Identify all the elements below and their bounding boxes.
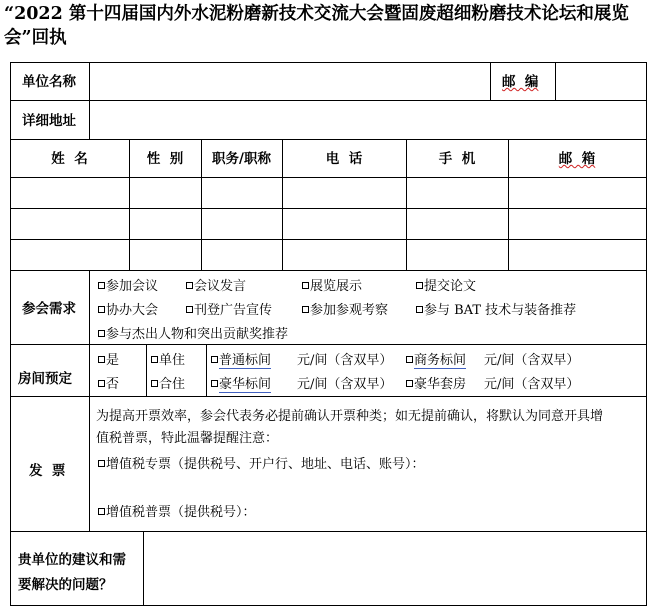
room-business-price: 元/间（含双早） (484, 353, 580, 368)
option-speak[interactable]: 会议发言 (186, 279, 246, 295)
table-border-left (10, 62, 11, 606)
row-divider (10, 239, 647, 240)
room-suite[interactable]: 豪华套房 (406, 377, 466, 393)
room-business[interactable]: 商务标间 (406, 353, 466, 369)
option-award-recommend[interactable]: 参与杰出人物和突出贡献奖推荐 (98, 327, 288, 343)
room-single[interactable]: 单住 (151, 353, 185, 369)
col-divider (206, 344, 207, 396)
title-line-2: 会”回执 (4, 28, 67, 48)
suggest-label-1: 贵单位的建议和需 (18, 552, 126, 568)
table-border-top (10, 62, 647, 63)
room-standard[interactable]: 普通标间 (211, 353, 271, 369)
header-mobile: 手 机 (438, 151, 476, 167)
checkbox-icon (211, 356, 218, 363)
checkbox-icon (151, 380, 158, 387)
checkbox-icon (302, 306, 309, 313)
table-border-right (646, 62, 647, 606)
row-divider (10, 531, 647, 532)
col-divider (146, 344, 147, 396)
invoice-note-1: 为提高开票效率，参会代表务必提前确认开票种类；如无提前确认，将默认为同意开具增 (96, 409, 604, 424)
row-divider (10, 396, 647, 397)
header-gender: 性 别 (146, 151, 184, 167)
checkbox-icon (302, 282, 309, 289)
option-site-visit[interactable]: 参加参观考察 (302, 303, 388, 319)
room-deluxe-price: 元/间（含双早） (297, 377, 393, 392)
postcode-field[interactable] (557, 64, 645, 98)
checkbox-icon (151, 356, 158, 363)
table-border-bottom (10, 605, 647, 606)
invoice-general[interactable]: 增值税普票（提供税号）： (98, 505, 256, 521)
row-divider (10, 270, 647, 271)
checkbox-icon (98, 282, 105, 289)
checkbox-icon (416, 282, 423, 289)
document-title (4, 2, 649, 50)
room-deluxe[interactable]: 豪华标间 (211, 377, 271, 393)
address-label: 详细地址 (22, 113, 76, 129)
header-phone: 电 话 (325, 151, 363, 167)
row-divider (10, 100, 647, 101)
option-advertise[interactable]: 刊登广告宣传 (186, 303, 272, 319)
checkbox-icon (98, 330, 105, 337)
row-divider (10, 177, 647, 178)
checkbox-icon (98, 380, 105, 387)
postcode-label: 邮 编 (502, 74, 539, 90)
room-standard-price: 元/间（含双早） (297, 353, 393, 368)
invoice-label: 发 票 (29, 463, 66, 479)
header-name: 姓 名 (51, 151, 88, 167)
checkbox-icon (98, 356, 105, 363)
checkbox-icon (406, 380, 413, 387)
unit-name-field[interactable] (91, 64, 489, 98)
option-bat-recommend[interactable]: 参与 BAT 技术与装备推荐 (416, 303, 576, 319)
room-label: 房间预定 (18, 371, 72, 387)
suggest-field[interactable] (145, 533, 645, 604)
row-divider (10, 208, 647, 209)
unit-name-label: 单位名称 (22, 74, 76, 90)
col-divider (89, 270, 90, 531)
header-email: 邮 箱 (558, 151, 596, 167)
checkbox-icon (98, 460, 105, 467)
col-divider (555, 62, 556, 100)
col-divider (143, 531, 144, 606)
option-co-host[interactable]: 协办大会 (98, 303, 158, 319)
room-no[interactable]: 否 (98, 377, 119, 393)
col-divider (89, 62, 90, 139)
checkbox-icon (98, 306, 105, 313)
address-field[interactable] (91, 102, 645, 137)
option-submit-paper[interactable]: 提交论文 (416, 279, 476, 295)
checkbox-icon (406, 356, 413, 363)
checkbox-icon (98, 508, 105, 515)
checkbox-icon (186, 306, 193, 313)
title-line-1: “2022 第十四届国内外水泥粉磨新技术交流大会暨固废超细粉磨技术论坛和展览 (4, 4, 629, 24)
invoice-special[interactable]: 增值税专票（提供税号、开户行、地址、电话、账号）： (98, 457, 425, 473)
checkbox-icon (416, 306, 423, 313)
room-suite-price: 元/间（含双早） (484, 377, 580, 392)
checkbox-icon (186, 282, 193, 289)
col-divider (490, 62, 491, 100)
suggest-label-2: 要解决的问题？ (18, 577, 113, 593)
invoice-note-2: 值税普票，特此温馨提醒注意： (96, 431, 279, 446)
row-divider (10, 344, 647, 345)
meeting-label: 参会需求 (22, 301, 76, 317)
room-yes[interactable]: 是 (98, 353, 119, 369)
header-title: 职务/职称 (212, 151, 271, 167)
checkbox-icon (211, 380, 218, 387)
option-exhibit[interactable]: 展览展示 (302, 279, 362, 295)
option-attend-meeting[interactable]: 参加会议 (98, 279, 158, 295)
row-divider (10, 139, 647, 140)
room-shared[interactable]: 合住 (151, 377, 185, 393)
